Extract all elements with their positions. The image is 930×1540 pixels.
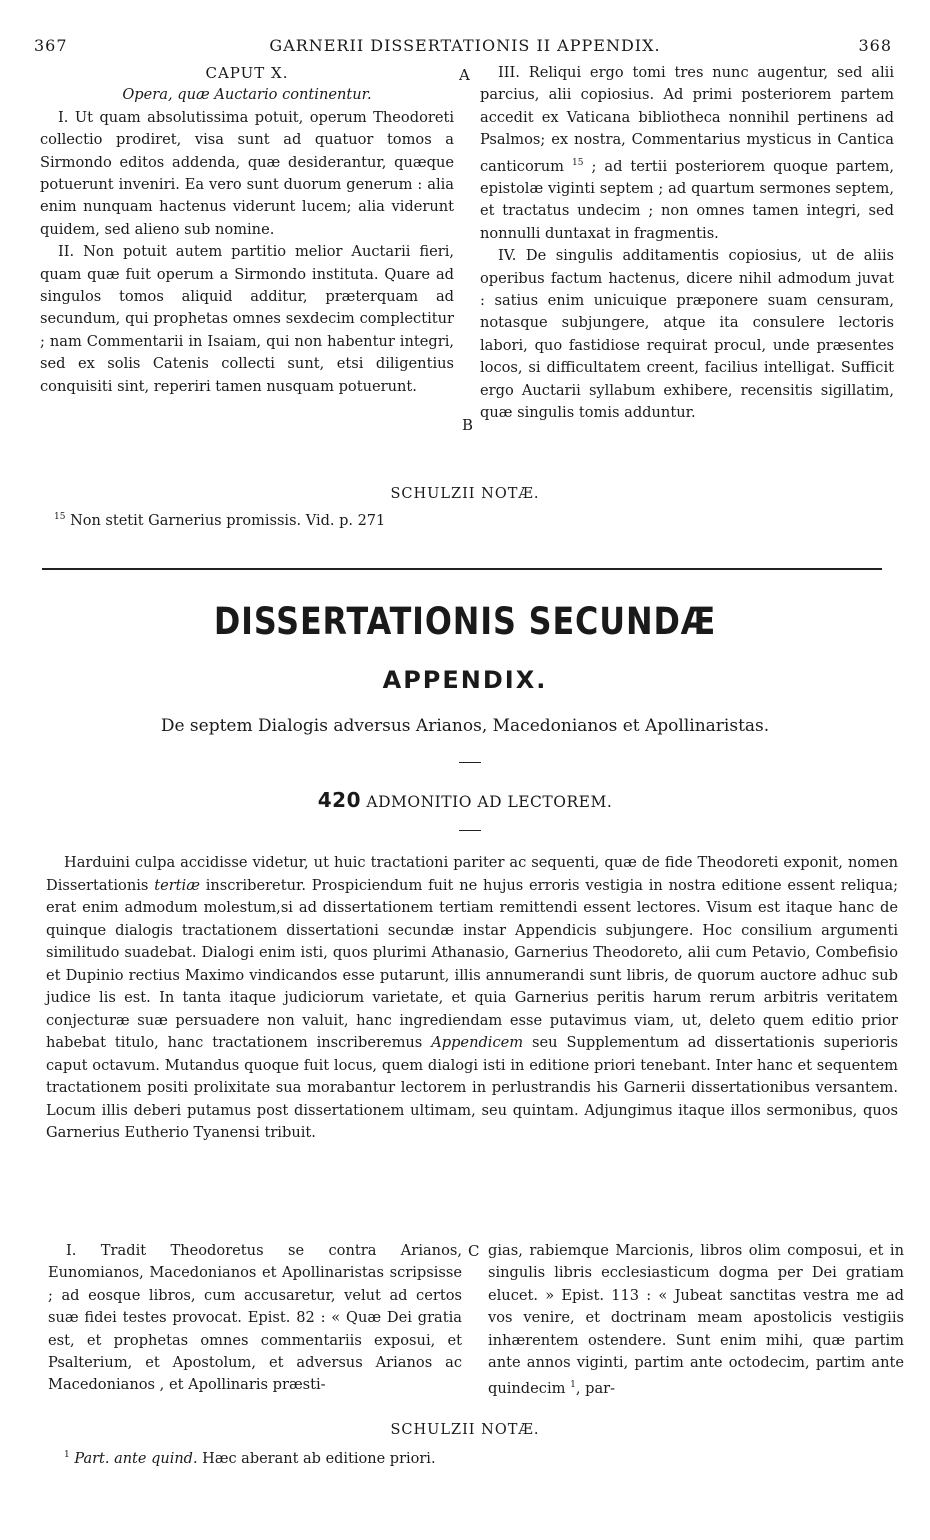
bottom-left-column [48, 1240, 462, 1397]
title-dash-2 [459, 830, 481, 831]
main-description: De septem Dialogis adversus Arianos, Macedonianos et Apollinaristas. [160, 716, 770, 736]
bottom-paragraph-left: I. Tradit Theodoretus se contra Arianos, Eunomianos, Macedonianos et Apollinaristas scripsisse ; ad eosque libros, cum accusaretur, velut ad certos suæ fidei testes provocat. Epist. 82 : « Quæ Dei gratia est, et prophetas omnes commentariis exposui, et Psalterium, et Apostolum, et adversus Arianos ac Macedonianos , et Apollinaris præsti- [48, 1242, 462, 1394]
section-divider [42, 568, 882, 570]
admonitio-number: 420 [317, 788, 361, 812]
title-dash-1 [459, 762, 481, 763]
paragraph-3: III. Reliqui ergo tomi tres nunc augentur, sed alii parcius, alii copiosius. Ad primi posteriorem partem accedit ex Vaticana bibliotheca nonnihil pertinens ad Psalmos; ex nostra, Commentarius mysticus in Cantica canticorum $^{15}$ ; ad tertii posteriorem quoque partem, epistolæ viginti septem ; ad quartum sermones septem, et tractatus undecim ; non omnes tamen integri, sed nonnulli duntaxat in fragmentis. [480, 64, 895, 242]
caput-subheading: Opera, quæ Auctario continentur. [122, 86, 372, 104]
admonitio-text: Harduini culpa accidisse videtur, ut huic tractationi pariter ac sequenti, quæ de fide Theodoreti exponit, nomen Dissertationis tertiæ inscriberetur. Prospiciendum fuit ne hujus erroris vestigia in nostra editione essent reliqua; erat enim admodum molestum,si ad dissertationem tertiam remittendi essent lectores. Visum est itaque hanc de quinque dialogis tractationem dissertationi secundæ instar Appendicis subjungere. Hoc consilium argumenti similitudo suadebat. Dialogi enim isti, quos plurimi Athanasio, Garnerius Theodoreto, alii cum Petavio, Combefisio et Dupinio rectius Maximo vindicandos esse putarunt, illis annumerandi sunt libris, de quorum auctore adhuc sub judice lis est. In tanta itaque judiciorum varietate, et quia Garnerius peritis harum rerum arbitris veritatem conjecturæ suæ persuadere non valuit, hanc ingrediendam esse putavimus viam, ut, deleto quem editio prior habebat titulo, hanc tractationem inscriberemus Appendicem seu Supplementum ad dissertationis superioris caput octavum. Mutandus quoque fuit locus, quem dialogi isti in editione priori tenebant. Inter hanc et sequentem tractationem positi prolixitate sua morabantur lectorem in perlustrandis his Garnerii dissertationibus versantem. Locum illis deberi putamus post dissertationem ultimam, seu quintam. Adjungimus itaque illos sermonibus, quos Garnerius Eutherio Tyanensi tribuit. [46, 854, 899, 1141]
top-right-column [480, 62, 894, 424]
top-left-column [40, 62, 454, 398]
bottom-paragraph-right: gias, rabiemque Marcionis, libros olim composui, et in singulis libris ecclesiasticum dogma per Dei gratiam elucet. » Epist. 113 : « Jubeat sanctitas vestra me ad vos venire, et doctrinam meam apostolicis vestigiis inhærentem ostendere. Sunt enim mihi, quæ partim ante annos viginti, partim ante octodecim, partim ante quindecim $^1$, par- [488, 1242, 904, 1398]
paragraph-4: IV. De singulis additamentis copiosius, ut de aliis operibus factum hactenus, dicere nihil admodum juvat : satius enim unicuique præponere suam censuram, notasque subjungere, atque ita consulere lectoris labori, quo fastidiose requirat procul, unde præsentes locos, si difficultatem creent, facilius intelligat. Sufficit ergo Auctarii syllabum exhibere, recensitis sigillatim, quæ singulis tomis adduntur. [480, 247, 894, 421]
margin-marker-c: C [468, 1242, 480, 1260]
footnote-1: $^1$ Part. ante quind. Hæc aberant ab editione priori. [64, 1450, 436, 1467]
main-title: DISSERTATIONIS SECUNDÆ [213, 600, 717, 643]
page-number-left: 367 [34, 36, 68, 55]
notes-heading-top: SCHULZII NOTÆ. [390, 486, 540, 502]
footnote-ref-15: 15 [572, 157, 584, 168]
margin-marker-b: B [462, 416, 474, 434]
running-title: GARNERII DISSERTATIONIS II APPENDIX. [269, 36, 661, 55]
admonitio-heading: 420 ADMONITIO AD LECTOREM. [317, 788, 613, 812]
footnote-15: $^{15}$ Non stetit Garnerius promissis. Vid. p. 271 [54, 512, 386, 529]
caput-heading: CAPUT X. [205, 64, 289, 82]
notes-heading-bottom: SCHULZII NOTÆ. [390, 1422, 540, 1438]
bottom-right-column [488, 1240, 904, 1401]
paragraph-2: II. Non potuit autem partitio melior Auctarii fieri, quam quæ fuit operum a Sirmondo instituta. Quare ad singulos tomos aliquid additur, præterquam ad secundum, qui prophetas omnes sexdecim complectitur ; nam Commentarii in Isaiam, qui non habentur integri, sed ex solis Catenis collecti sunt, etsi diligentius conquisiti sint, reperiri tamen nusquam potuerunt. [40, 243, 454, 395]
main-subtitle: APPENDIX. [382, 666, 548, 694]
page-number-right: 368 [858, 36, 892, 55]
paragraph-1: I. Ut quam absolutissima potuit, operum Theodoreti collectio prodiret, visa sunt ad quatuor tomos a Sirmondo editos addenda, quæ desiderantur, quæque potuerunt inveniri. Ea vero sunt duorum generum : alia enim nunquam hactenus viderunt lucem; alia viderunt quidem, sed alieno sub nomine. [40, 108, 454, 238]
footnote-ref-1: 1 [570, 1380, 576, 1391]
margin-marker-a: A [459, 66, 470, 84]
